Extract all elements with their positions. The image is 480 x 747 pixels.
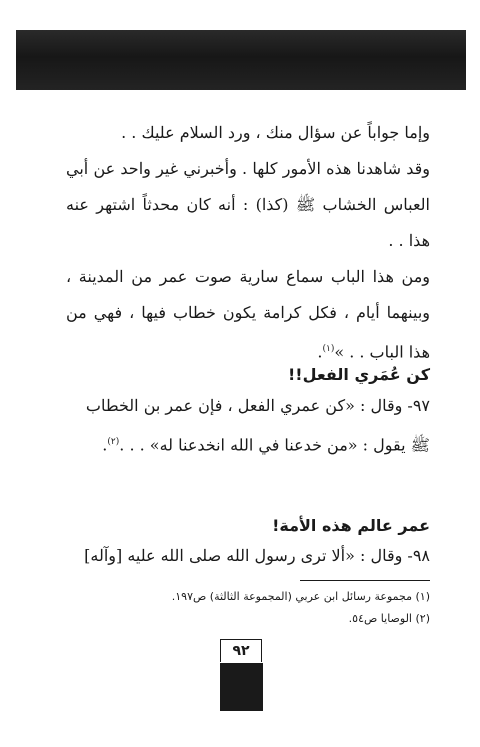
main-text <box>66 115 430 370</box>
paragraph-3-end: . <box>317 342 323 362</box>
paragraph-1: وإما جواباً عن سؤال منك ، ورد السلام عليك . . <box>121 123 430 142</box>
footnote-divider <box>300 580 430 581</box>
section-1-text <box>66 388 430 463</box>
footnote-ref-2: (٢) <box>107 437 120 447</box>
section-heading-2: عمر عالم هذه الأمة! <box>272 516 430 535</box>
section-1-body <box>66 388 430 463</box>
paragraph-3 <box>66 259 430 370</box>
section-1-paragraph: ٩٧- وقال : «كن عمري الفعل ، فإن عمر بن الخطاب ﷺ يقول : «من خدعنا في الله انخدعنا له» . . . <box>85 396 430 455</box>
page-marker-bar <box>220 663 263 711</box>
footnote-ref-1: (١) <box>322 344 335 354</box>
page-number: ٩٢ <box>220 639 262 662</box>
paragraph-3-text: ومن هذا الباب سماع سارية صوت عمر من المدينة ، وبينهما أيام ، فكل كرامة يكون خطاب فيها ، فهي من هذا الباب . . » <box>66 267 430 362</box>
footnotes <box>66 586 430 630</box>
section-1-end: . <box>102 435 108 455</box>
footnote-1: (١) مجموعة رسائل ابن عربي (المجموعة الثالثة) ص١٩٧. <box>171 590 430 603</box>
section-2-text: ٩٨- وقال : «ألا ترى رسول الله صلى الله عليه [وآله] <box>84 546 430 565</box>
footnote-2: (٢) الوصايا ص٥٤. <box>348 612 430 625</box>
header-band <box>16 30 466 90</box>
section-heading-1: كن عُمَري الفعل!! <box>287 365 430 384</box>
paragraph-2: وقد شاهدنا هذه الأمور كلها . وأخبرني غير واحد عن أبي العباس الخشاب ﷺ (كذا) : أنه كان محدثاً اشتهر عنه هذا . . <box>66 159 430 250</box>
section-2-body <box>66 538 430 574</box>
